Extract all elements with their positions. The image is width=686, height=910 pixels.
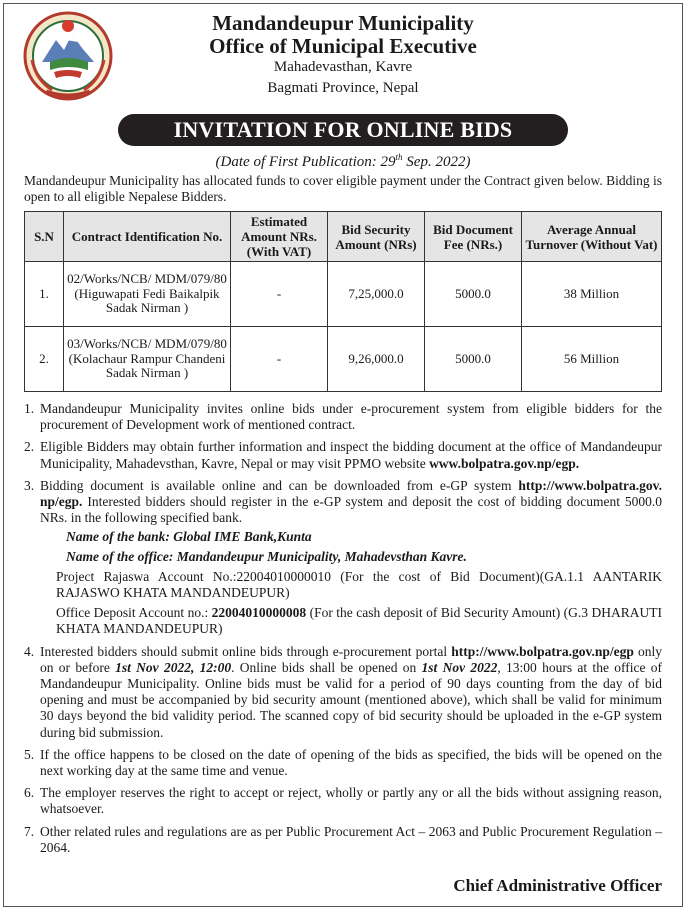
list-item: 1. Mandandeupur Municipality invites online bids under e-procurement system from eligible bidders for the procurement of Development work of mentioned contract. <box>24 401 662 433</box>
deposit-account: Office Deposit Account no.: 22004010000008 (For the cash deposit of Bid Security Amount) (G.3 DHARAUTI KHATA MANDANDEUPUR) <box>56 605 662 637</box>
col-header-doc-fee: Bid Document Fee (NRs.) <box>425 212 522 262</box>
col-header-bid-security: Bid Security Amount (NRs) <box>328 212 425 262</box>
cell-sn: 1. <box>25 262 64 327</box>
address-line-1: Mahadevasthan, Kavre <box>273 59 413 75</box>
cell-contract-id: 02/Works/NCB/ MDM/079/80 (Higuwapati Fedi Baikalpik Sadak Nirman ) <box>64 262 231 327</box>
cell-contract-id: 03/Works/NCB/ MDM/079/80 (Kolachaur Rampur Chandeni Sadak Nirman ) <box>64 327 231 392</box>
list-item: 4. Interested bidders should submit online bids through e-procurement portal http://www.bolpatra.gov.np/egp only on or before 1st Nov 2022, 12:00. Online bids shall be opened on 1st Nov 2022, 13:00 hours at the office of Mandandeupur Municipality. Online bids must be valid for a period of 90 days counting from the day of bid opening and must be accompanied by bid security amount (mentioned above), which shall be valid for minimum 30 days beyond the bid validity period. The scanned copy of bid security should be uploaded in the e-GP system during bid submission. <box>24 643 662 740</box>
cell-estimate: - <box>231 262 328 327</box>
project-account: Project Rajaswa Account No.:22004010000010 (For the cost of Bid Document)(GA.1.1 AANTARIK RAJASWO KHATA MANDANDEUPUR) <box>56 568 662 601</box>
list-item: 3. Bidding document is available online and can be downloaded from e-GP system http://www.bolpatra.gov. np/egp. Interested bidders should register in the e-GP system and deposit the cost of bidding document 5000.0 NRs. in the following specified bank. Name of the bank: Global IME Bank,Kunta Name of the office: Mandandeupur Municipality, Mahadevsthan Kavre. Project Rajaswa Account No.:22004010000010 (For the cost of Bid Document)(GA.1.1 AANTARIK RAJASWO KHATA MANDANDEUPUR) Office Deposit Account no.: 22004010000008 (For the cash deposit of Bid Security Amount) (G.3 DHARAUTI KHATA MANDANDEUPUR) <box>24 477 662 637</box>
cell-turnover: 56 Million <box>522 327 662 392</box>
list-item: 2. Eligible Bidders may obtain further information and inspect the bidding document at the office of Mandandeupur Municipality, Mahadevsthan, Kavre, Nepal or may visit PPMO website www.bolpatra.gov.np/egp. <box>24 439 662 471</box>
address-line-2: Bagmati Province, Nepal <box>267 80 419 96</box>
municipality-name: Mandandeupur Municipality <box>212 11 474 35</box>
ppmo-website-link[interactable]: www.bolpatra.gov.np/egp. <box>429 455 580 471</box>
list-item: 6. The employer reserves the right to accept or reject, wholly or partly any or all the bids without assigning reason, whatsoever. <box>24 785 662 817</box>
signatory-title: Chief Administrative Officer <box>453 876 662 895</box>
contracts-table <box>24 211 662 392</box>
notice-items <box>24 401 662 862</box>
table-row <box>25 327 662 392</box>
table-row <box>25 262 662 327</box>
publication-date: (Date of First Publication: 29th Sep. 2022) <box>215 152 471 170</box>
notice-title-banner: INVITATION FOR ONLINE BIDS <box>118 114 568 146</box>
egp-link[interactable]: http://www.bolpatra.gov. np/egp. <box>40 477 662 510</box>
letterhead <box>0 12 686 99</box>
list-item: 5. If the office happens to be closed on the date of opening of the bids as specified, the bids will be opened on the next working day at the same time and venue. <box>24 746 662 779</box>
cell-doc-fee: 5000.0 <box>425 262 522 327</box>
cell-estimate: - <box>231 327 328 392</box>
col-header-sn: S.N <box>25 212 64 262</box>
cell-turnover: 38 Million <box>522 262 662 327</box>
table-header-row <box>25 212 662 262</box>
list-item: 7. Other related rules and regulations are as per Public Procurement Act – 2063 and Public Procurement Regulation – 2064. <box>24 823 662 855</box>
cell-doc-fee: 5000.0 <box>425 327 522 392</box>
portal-link[interactable]: http://www.bolpatra.gov.np/egp <box>451 643 634 659</box>
col-header-turnover: Average Annual Turnover (Without Vat) <box>522 212 662 262</box>
office-name: Office of Municipal Executive <box>209 34 477 58</box>
cell-sn: 2. <box>25 327 64 392</box>
office-account-name: Name of the office: Mandandeupur Municipality, Mahadevsthan Kavre. <box>66 548 467 564</box>
intro-paragraph: Mandandeupur Municipality has allocated funds to cover eligible payment under the Contract given below. Bidding is open to all eligible Nepalese Bidders. <box>24 173 662 204</box>
col-header-contract-id: Contract Identification No. <box>64 212 231 262</box>
bank-name: Name of the bank: Global IME Bank,Kunta <box>66 529 312 545</box>
cell-bid-security: 9,26,000.0 <box>328 327 425 392</box>
cell-bid-security: 7,25,000.0 <box>328 262 425 327</box>
col-header-estimate: Estimated Amount NRs. (With VAT) <box>231 212 328 262</box>
